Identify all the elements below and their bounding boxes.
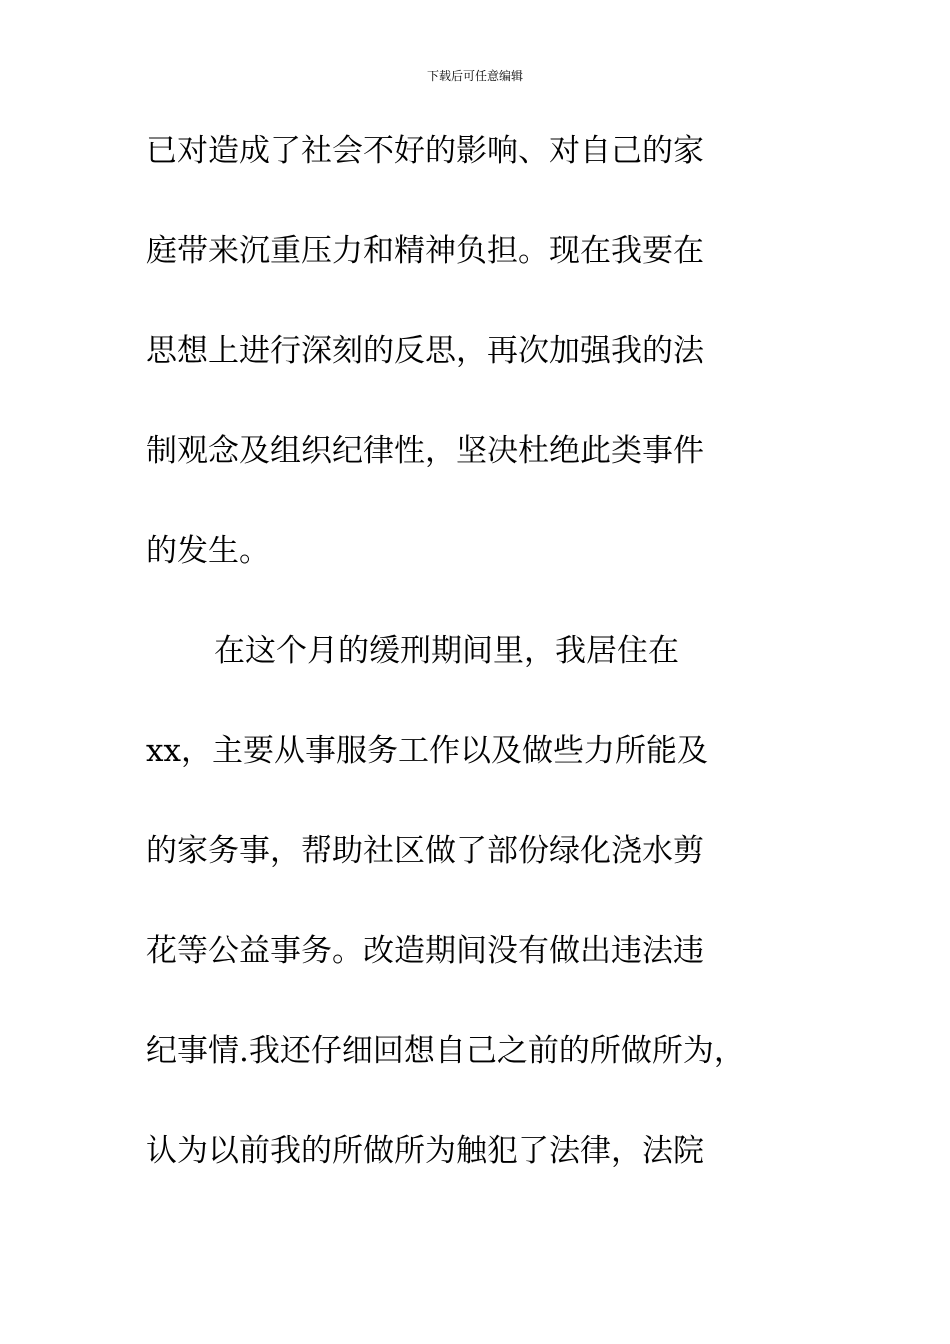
text-line: 花等公益事务。改造期间没有做出违法违 — [146, 933, 704, 969]
text-line: xx，主要从事服务工作以及做些力所能及 — [146, 733, 708, 769]
text-line: 思想上进行深刻的反思，再次加强我的法 — [146, 333, 704, 369]
text-line: 的家务事，帮助社区做了部份绿化浇水剪 — [146, 833, 704, 869]
text-line: 纪事情.我还仔细回想自己之前的所做所为， — [146, 1033, 745, 1069]
text-line: 认为以前我的所做所为触犯了法律，法院 — [146, 1133, 704, 1169]
text-line: 制观念及组织纪律性，坚决杜绝此类事件 — [146, 433, 704, 469]
paragraph-first-line: 在这个月的缓刑期间里，我居住在 — [214, 633, 679, 669]
text-line: 的发生。 — [146, 533, 270, 569]
page-header: 下载后可任意编辑 — [426, 69, 523, 83]
text-line: 庭带来沉重压力和精神负担。现在我要在 — [146, 233, 704, 269]
text-line: 已对造成了社会不好的影响、对自己的家 — [146, 133, 704, 169]
